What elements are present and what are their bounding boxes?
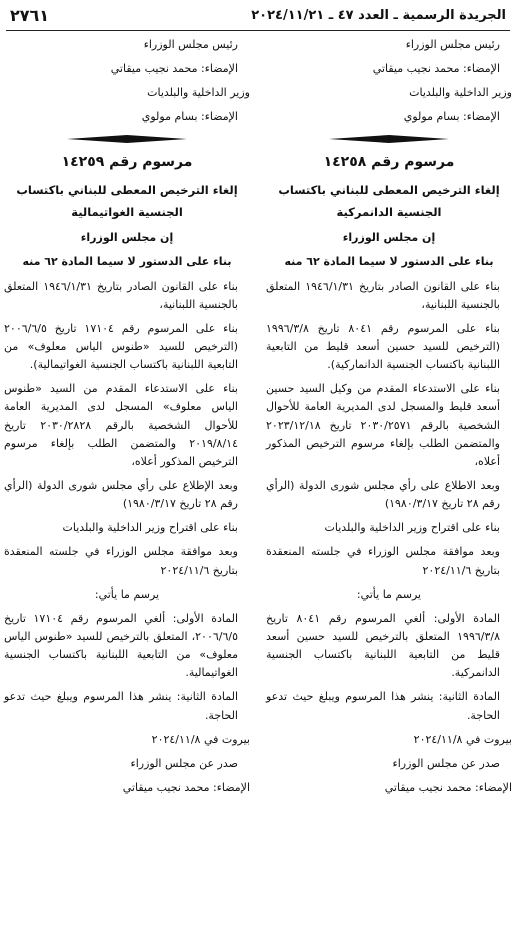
preamble-paragraph: بناء على الاستدعاء المقدم من السيد «طنوس الياس معلوف» المسجل لدى المديرية العامة للأحوال الشخصية بالرقم ٢٠٣٠/٢٨٢٨ تاريخ ٢٠١٩/٨/١٤ والمتضمن الطلب بإلغاء مرسوم الترخيص المذكور أعلاه،: [4, 382, 238, 468]
decree-date: بيروت في ٢٠٢٤/١١/٨: [151, 732, 250, 746]
decree-title: مرسوم رقم ١٤٢٥٩: [61, 153, 193, 170]
constitutional-basis: بناء على الدستور لا سيما المادة ٦٢ منه: [284, 255, 494, 269]
signer-title: رئيس مجلس الوزراء: [143, 38, 238, 51]
signature-line: الإمضاء: محمد نجيب ميقاتي: [384, 781, 512, 794]
header-rule: [6, 30, 510, 31]
decrees-line: يرسم ما يأتي:: [94, 587, 160, 601]
page-number: ٢٧٦١: [10, 6, 50, 25]
issuing-authority: إن مجلس الوزراء: [342, 231, 436, 245]
decree-date: بيروت في ٢٠٢٤/١١/٨: [413, 732, 512, 746]
signature-line: الإمضاء: محمد نجيب ميقاتي: [372, 62, 500, 76]
page-header: [4, 6, 512, 28]
signer-title: رئيس مجلس الوزراء: [405, 38, 500, 51]
decree-title: مرسوم رقم ١٤٢٥٨: [323, 153, 455, 170]
constitutional-basis: بناء على الدستور لا سيما المادة ٦٢ منه: [22, 255, 232, 269]
preamble-paragraph: بناء على القانون الصادر بتاريخ ١٩٤٦/١/٣١ المتعلق بالجنسية اللبنانية،: [4, 279, 238, 311]
article-two: المادة الثانية: ينشر هذا المرسوم ويبلغ حيث تدعو الحاجة.: [4, 690, 238, 722]
issuing-authority: إن مجلس الوزراء: [80, 231, 174, 245]
decree-subject: إلغاء الترخيص المعطى للبناني باكتساب الجنسية الدانمركية: [278, 182, 500, 219]
signature-line: الإمضاء: بسام مولوي: [141, 110, 238, 124]
decree-subject: إلغاء الترخيص المعطى للبناني باكتساب الجنسية الغواتيمالية: [16, 182, 238, 219]
signature-line: الإمضاء: بسام مولوي: [403, 110, 500, 124]
column-right: [266, 36, 512, 803]
preamble-paragraph: وبعد موافقة مجلس الوزراء في جلسته المنعقدة بتاريخ ٢٠٢٤/١١/٦: [266, 545, 500, 577]
divider-ornament: [67, 135, 187, 143]
preamble-paragraph: بناء على اقتراح وزير الداخلية والبلديات: [62, 521, 238, 535]
preamble-paragraph: وبعد الاطلاع على رأي مجلس شورى الدولة (الرأي رقم ٢٨ تاريخ ١٩٨٠/٣/١٧): [266, 479, 500, 511]
decrees-line: يرسم ما يأتي:: [356, 587, 422, 601]
signature-line: الإمضاء: محمد نجيب ميقاتي: [110, 62, 238, 76]
column-left: [4, 36, 250, 803]
gazette-issue: الجريدة الرسمية ـ العدد ٤٧ ـ ٢٠٢٤/١١/٢١: [251, 8, 506, 23]
issued-by: صدر عن مجلس الوزراء: [130, 756, 238, 770]
signature-line: الإمضاء: محمد نجيب ميقاتي: [122, 781, 250, 794]
preamble-paragraph: بناء على المرسوم رقم ١٧١٠٤ تاريخ ٢٠٠٦/٦/٥ (الترخيص للسيد «طنوس الياس معلوف» من التابعية اللبنانية باكتساب الجنسية الغواتيمالية).: [4, 321, 238, 372]
preamble-paragraph: بناء على المرسوم رقم ٨٠٤١ تاريخ ١٩٩٦/٣/٨ (الترخيص للسيد حسين أسعد قليط من التابعية اللبنانية باكتساب الجنسية الدانماركية).: [266, 321, 500, 372]
signer-title: وزير الداخلية والبلديات: [409, 86, 512, 100]
divider-ornament: [329, 135, 449, 143]
preamble-paragraph: بناء على الاستدعاء المقدم من وكيل السيد حسين أسعد قليط والمسجل لدى المديرية العامة للأحوال الشخصية بالرقم ٢٠٣٠/٢٥٧١ تاريخ ٢٠٢٣/١٢/١٨ والمتضمن الطلب بإلغاء مرسوم الترخيص المذكور أعلاه،: [266, 382, 500, 468]
article-two: المادة الثانية: ينشر هذا المرسوم ويبلغ حيث تدعو الحاجة.: [266, 690, 500, 722]
preamble-paragraph: بناء على القانون الصادر بتاريخ ١٩٤٦/١/٣١ المتعلق بالجنسية اللبنانية،: [266, 279, 500, 311]
preamble-paragraph: وبعد الإطلاع على رأي مجلس شورى الدولة (الرأي رقم ٢٨ تاريخ ١٩٨٠/٣/١٧): [4, 479, 238, 511]
article-one: المادة الأولى: ألغي المرسوم رقم ٨٠٤١ تاريخ ١٩٩٦/٣/٨ المتعلق بالترخيص للسيد حسين أسعد قليط من التابعية اللبنانية باكتساب الجنسية الدانمركية.: [266, 611, 501, 680]
preamble-paragraph: بناء على اقتراح وزير الداخلية والبلديات: [324, 521, 500, 535]
article-one: المادة الأولى: ألغي المرسوم رقم ١٧١٠٤ تاريخ ٢٠٠٦/٦/٥، المتعلق بالترخيص للسيد «طنوس الياس معلوف» من التابعية اللبنانية باكتساب الجنسية الغواتيمالية.: [4, 611, 239, 680]
signer-title: وزير الداخلية والبلديات: [147, 86, 250, 100]
issued-by: صدر عن مجلس الوزراء: [392, 756, 500, 770]
preamble-paragraph: وبعد موافقة مجلس الوزراء في جلسته المنعقدة بتاريخ ٢٠٢٤/١١/٦: [4, 545, 238, 577]
